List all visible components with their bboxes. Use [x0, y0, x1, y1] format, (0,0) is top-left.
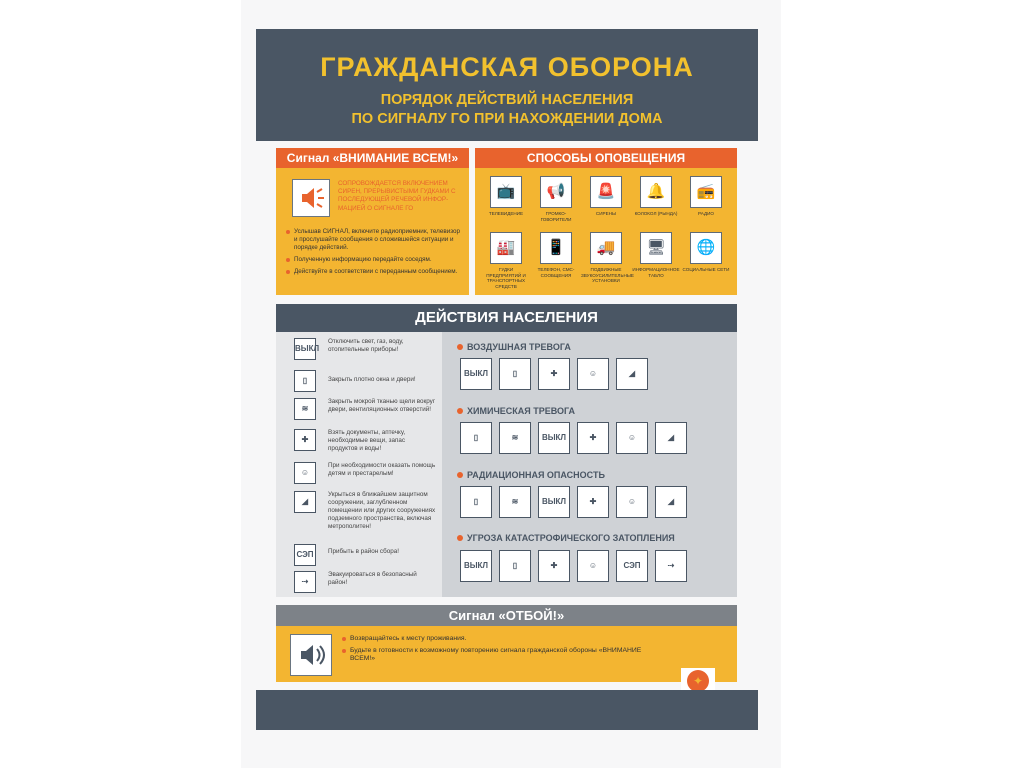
threat-radiation: РАДИАЦИОННАЯ ОПАСНОСТЬ — [457, 470, 605, 480]
notify-item-factory: 🏭 ГУДКИ ПРЕДПРИЯТИЙ И ТРАНСПОРТНЫХ СРЕДСТВ — [481, 232, 531, 289]
threat-air-raid: ВОЗДУШНАЯ ТРЕВОГА — [457, 342, 571, 352]
phone-icon: 📱 — [540, 232, 572, 264]
threat-chemical: ХИМИЧЕСКАЯ ТРЕВОГА — [457, 406, 575, 416]
subtitle-line-1: ПОРЯДОК ДЕЙСТВИЙ НАСЕЛЕНИЯ — [380, 92, 634, 108]
actions-title: ДЕЙСТВИЯ НАСЕЛЕНИЯ — [276, 304, 737, 332]
assembly-point-icon: СЭП — [616, 550, 648, 582]
all-clear-panel — [276, 626, 737, 682]
truck-icon: 🚚 — [590, 232, 622, 264]
notify-item-truck: 🚚 ПОДВИЖНЫЕ ЗВУКОУСИЛИТЕЛЬНЫЕ УСТАНОВКИ — [581, 232, 631, 284]
speaker-icon — [292, 179, 330, 217]
wet-cloth-icon: ≋ — [499, 422, 531, 454]
actions-panel — [276, 332, 737, 597]
social-icon: 🌐 — [690, 232, 722, 264]
notify-item-social: 🌐 СОЦИАЛЬНЫЕ СЕТИ — [681, 232, 731, 273]
alarm-instruction: Действуйте в соответствии с переданным сообщением. — [286, 268, 464, 276]
siren-icon: 🚨 — [590, 176, 622, 208]
tv-icon: 📺 — [490, 176, 522, 208]
notify-item-tv: 📺 ТЕЛЕВИДЕНИЕ — [481, 176, 531, 217]
assembly-point-icon: СЭП — [294, 544, 316, 566]
subtitle-line-2: ПО СИГНАЛУ ГО ПРИ НАХОЖДЕНИИ ДОМА — [351, 111, 663, 127]
alarm-instructions — [286, 228, 464, 280]
documents-kit-icon: ✚ — [577, 422, 609, 454]
all-clear-instruction: Возвращайтесь к месту проживания. — [342, 635, 642, 644]
threat-flooding-actions — [460, 550, 694, 582]
help-people-icon: ☺ — [577, 358, 609, 390]
help-people-icon: ☺ — [577, 550, 609, 582]
wet-cloth-icon: ≋ — [499, 486, 531, 518]
window-door-icon: ▯ — [460, 486, 492, 518]
shelter-icon: ◢ — [616, 358, 648, 390]
all-clear-instructions — [342, 635, 642, 667]
notify-item-phone: 📱 ТЕЛЕФОН, СМС-СООБЩЕНИЯ — [531, 232, 581, 278]
poster-header — [256, 29, 758, 141]
page-subtitle — [256, 91, 758, 129]
footer-bar — [256, 690, 758, 730]
speaker-icon — [290, 634, 332, 676]
notify-item-loudspeaker: 📢 ГРОМКО-ГОВОРИТЕЛИ — [531, 176, 581, 222]
alarm-instruction: Услышав СИГНАЛ, включите радиоприемник, телевизор и прослушайте сообщения о сложившейся ситуации и порядке действий. — [286, 228, 464, 252]
window-door-icon: ▯ — [460, 422, 492, 454]
evacuation-icon: ⇢ — [655, 550, 687, 582]
radio-icon: 📻 — [690, 176, 722, 208]
all-clear-title: Сигнал «ОТБОЙ!» — [276, 605, 737, 626]
factory-icon: 🏭 — [490, 232, 522, 264]
bell-icon: 🔔 — [640, 176, 672, 208]
all-clear-instruction: Будьте в готовности к возможному повторению сигнала гражданской обороны «ВНИМАНИЕ ВСЕМ!» — [342, 647, 642, 664]
notification-methods-panel — [475, 148, 737, 295]
notification-methods-title: СПОСОБЫ ОПОВЕЩЕНИЯ — [475, 148, 737, 168]
switch-off-icon: ВЫКЛ — [538, 486, 570, 518]
help-people-icon: ☺ — [294, 462, 316, 484]
documents-kit-icon: ✚ — [294, 429, 316, 451]
threat-air-raid-actions — [460, 358, 655, 390]
documents-kit-icon: ✚ — [577, 486, 609, 518]
alarm-description: СОПРОВОЖДАЕТСЯ ВКЛЮЧЕНИЕМ СИРЕН, ПРЕРЫВИСТЫМИ ГУДКАМИ С ПОСЛЕДУЮЩЕЙ РЕЧЕВОЙ ИНФОР-МАЦИЕЙ О СИГНАЛЕ ГО — [338, 180, 456, 212]
notify-item-siren: 🚨 СИРЕНЫ — [581, 176, 631, 217]
alarm-signal-title: Сигнал «ВНИМАНИЕ ВСЕМ!» — [276, 148, 469, 168]
threat-chemical-actions — [460, 422, 694, 454]
wet-cloth-icon: ≋ — [294, 398, 316, 420]
actions-legend: ВЫКЛ Отключить свет, газ, воду, отопительные приборы! ▯ Закрыть плотно окна и двери! ≋ Закрыть мокрой тканью щели вокруг двери, вентиляционных отверстий! ✚ Взять документы, аптечку, необходимые вещи, запас продуктов и воды! ☺ При необходимости оказать помощь детям и престарелым! ◢ Укрыться в ближайшем защитном сооружении, заглубленном помещении или других сооружениях подземного пространства, включая метрополитен! СЭП Прибыть в район сбора! ⇢ Эвакуироваться в безопасный район! — [276, 332, 442, 597]
window-door-icon: ▯ — [499, 358, 531, 390]
notify-item-radio: 📻 РАДИО — [681, 176, 731, 217]
mchs-emblem-icon: ✦ — [687, 670, 709, 692]
documents-kit-icon: ✚ — [538, 358, 570, 390]
window-door-icon: ▯ — [499, 550, 531, 582]
window-door-icon: ▯ — [294, 370, 316, 392]
alarm-signal-panel — [276, 148, 469, 295]
help-people-icon: ☺ — [616, 422, 648, 454]
loudspeaker-icon: 📢 — [540, 176, 572, 208]
switch-off-icon: ВЫКЛ — [460, 550, 492, 582]
switch-off-icon: ВЫКЛ — [460, 358, 492, 390]
alarm-instruction: Полученную информацию передайте соседям. — [286, 256, 464, 264]
notify-item-bell: 🔔 КОЛОКОЛ (РЫНДА) — [631, 176, 681, 217]
threat-radiation-actions — [460, 486, 694, 518]
documents-kit-icon: ✚ — [538, 550, 570, 582]
shelter-icon: ◢ — [294, 491, 316, 513]
shelter-icon: ◢ — [655, 486, 687, 518]
threat-flooding: УГРОЗА КАТАСТРОФИЧЕСКОГО ЗАТОПЛЕНИЯ — [457, 533, 675, 543]
switch-off-icon: ВЫКЛ — [538, 422, 570, 454]
notify-item-billboard: 🖥 ИНФОРМАЦИОННОЕ ТАБЛО — [631, 232, 681, 278]
billboard-icon: 🖥 — [640, 232, 672, 264]
evacuation-icon: ⇢ — [294, 571, 316, 593]
page-title: ГРАЖДАНСКАЯ ОБОРОНА — [320, 52, 694, 82]
switch-off-icon: ВЫКЛ — [294, 338, 316, 360]
help-people-icon: ☺ — [616, 486, 648, 518]
shelter-icon: ◢ — [655, 422, 687, 454]
